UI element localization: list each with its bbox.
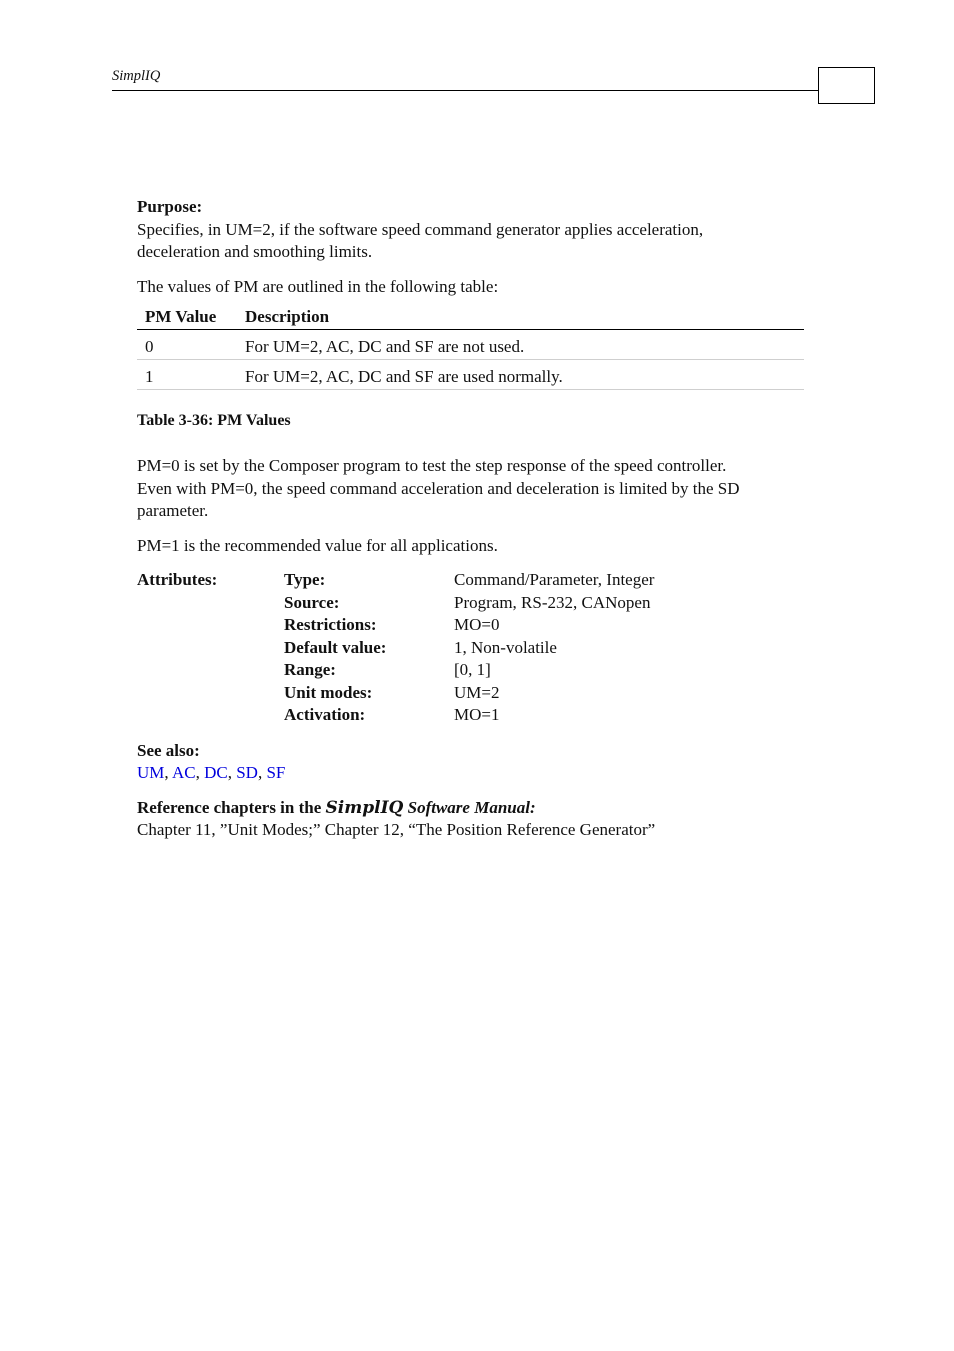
running-header-title: SimplIQ [112, 68, 161, 84]
description-cell: For UM=2, AC, DC and SF are used normally. [245, 359, 804, 389]
link-dc[interactable]: DC [204, 763, 228, 782]
link-sd[interactable]: SD [236, 763, 258, 782]
attribute-value: [0, 1] [454, 660, 491, 679]
attribute-value: Program, RS-232, CANopen [454, 592, 651, 612]
attribute-label: Default value: [284, 637, 387, 657]
note-p1-line1: PM=0 is set by the Composer program to test the step response of the speed controller. [137, 456, 727, 475]
note-p1-line2: Even with PM=0, the speed command acceleration and deceleration is limited by the SD [137, 478, 740, 498]
separator: , [257, 763, 267, 782]
table-row [137, 359, 804, 389]
table-caption: Table 3-36: PM Values [137, 411, 291, 429]
see-also-links [137, 762, 807, 785]
attribute-label: Activation: [284, 705, 366, 724]
table-header-row [137, 306, 804, 329]
attribute-label: Restrictions: [284, 615, 377, 634]
attribute-row [137, 569, 654, 592]
column-header-pm-value: PM Value [137, 306, 245, 329]
attribute-value: UM=2 [454, 682, 500, 702]
table-row [137, 329, 804, 359]
purpose-text-line2: deceleration and smoothing limits. [137, 242, 373, 261]
attribute-label: Source: [284, 592, 340, 612]
purpose-text-line1: Specifies, in UM=2, if the software speed command generator applies acceleration, [137, 219, 704, 239]
attributes-heading: Attributes: [137, 570, 218, 589]
attribute-row [137, 637, 654, 660]
attributes-table [137, 569, 654, 727]
attribute-row [137, 614, 654, 637]
attribute-value: MO=1 [454, 705, 500, 724]
attribute-label: Unit modes: [284, 682, 373, 702]
link-ac[interactable]: AC [171, 763, 196, 782]
header-rule [112, 90, 819, 91]
link-sf[interactable]: SF [266, 763, 286, 782]
table-intro: The values of PM are outlined in the following table: [137, 276, 499, 296]
page-number-box [818, 67, 875, 104]
separator: , [195, 763, 205, 782]
attribute-label: Range: [284, 660, 336, 679]
attribute-row [137, 704, 654, 727]
purpose-heading: Purpose: [137, 197, 203, 216]
see-also-heading: See also: [137, 740, 200, 760]
column-header-description: Description [245, 306, 804, 329]
attribute-value: Command/Parameter, Integer [454, 570, 655, 589]
attribute-value: MO=0 [454, 615, 500, 634]
pm-values-table [137, 306, 804, 390]
pm-value-cell: 1 [137, 359, 245, 389]
separator: , [164, 763, 172, 782]
note-p1-line3: parameter. [137, 501, 209, 520]
attribute-row [137, 659, 654, 682]
attribute-row [137, 682, 654, 705]
reference-heading-suffix: Software Manual: [403, 797, 536, 817]
description-cell: For UM=2, AC, DC and SF are not used. [245, 329, 804, 359]
reference-heading-brand: SimplIQ [325, 797, 404, 818]
separator: , [227, 763, 237, 782]
attribute-value: 1, Non-volatile [454, 637, 557, 657]
attribute-row [137, 592, 654, 615]
attribute-label: Type: [284, 570, 326, 589]
note-p2: PM=1 is the recommended value for all applications. [137, 535, 498, 555]
reference-heading-prefix: Reference chapters in the [137, 797, 326, 817]
reference-heading [137, 797, 807, 820]
pm-value-cell: 0 [137, 329, 245, 359]
link-um[interactable]: UM [137, 763, 165, 782]
reference-text: Chapter 11, ”Unit Modes;” Chapter 12, “The Position Reference Generator” [137, 820, 656, 839]
page-content [137, 196, 807, 842]
